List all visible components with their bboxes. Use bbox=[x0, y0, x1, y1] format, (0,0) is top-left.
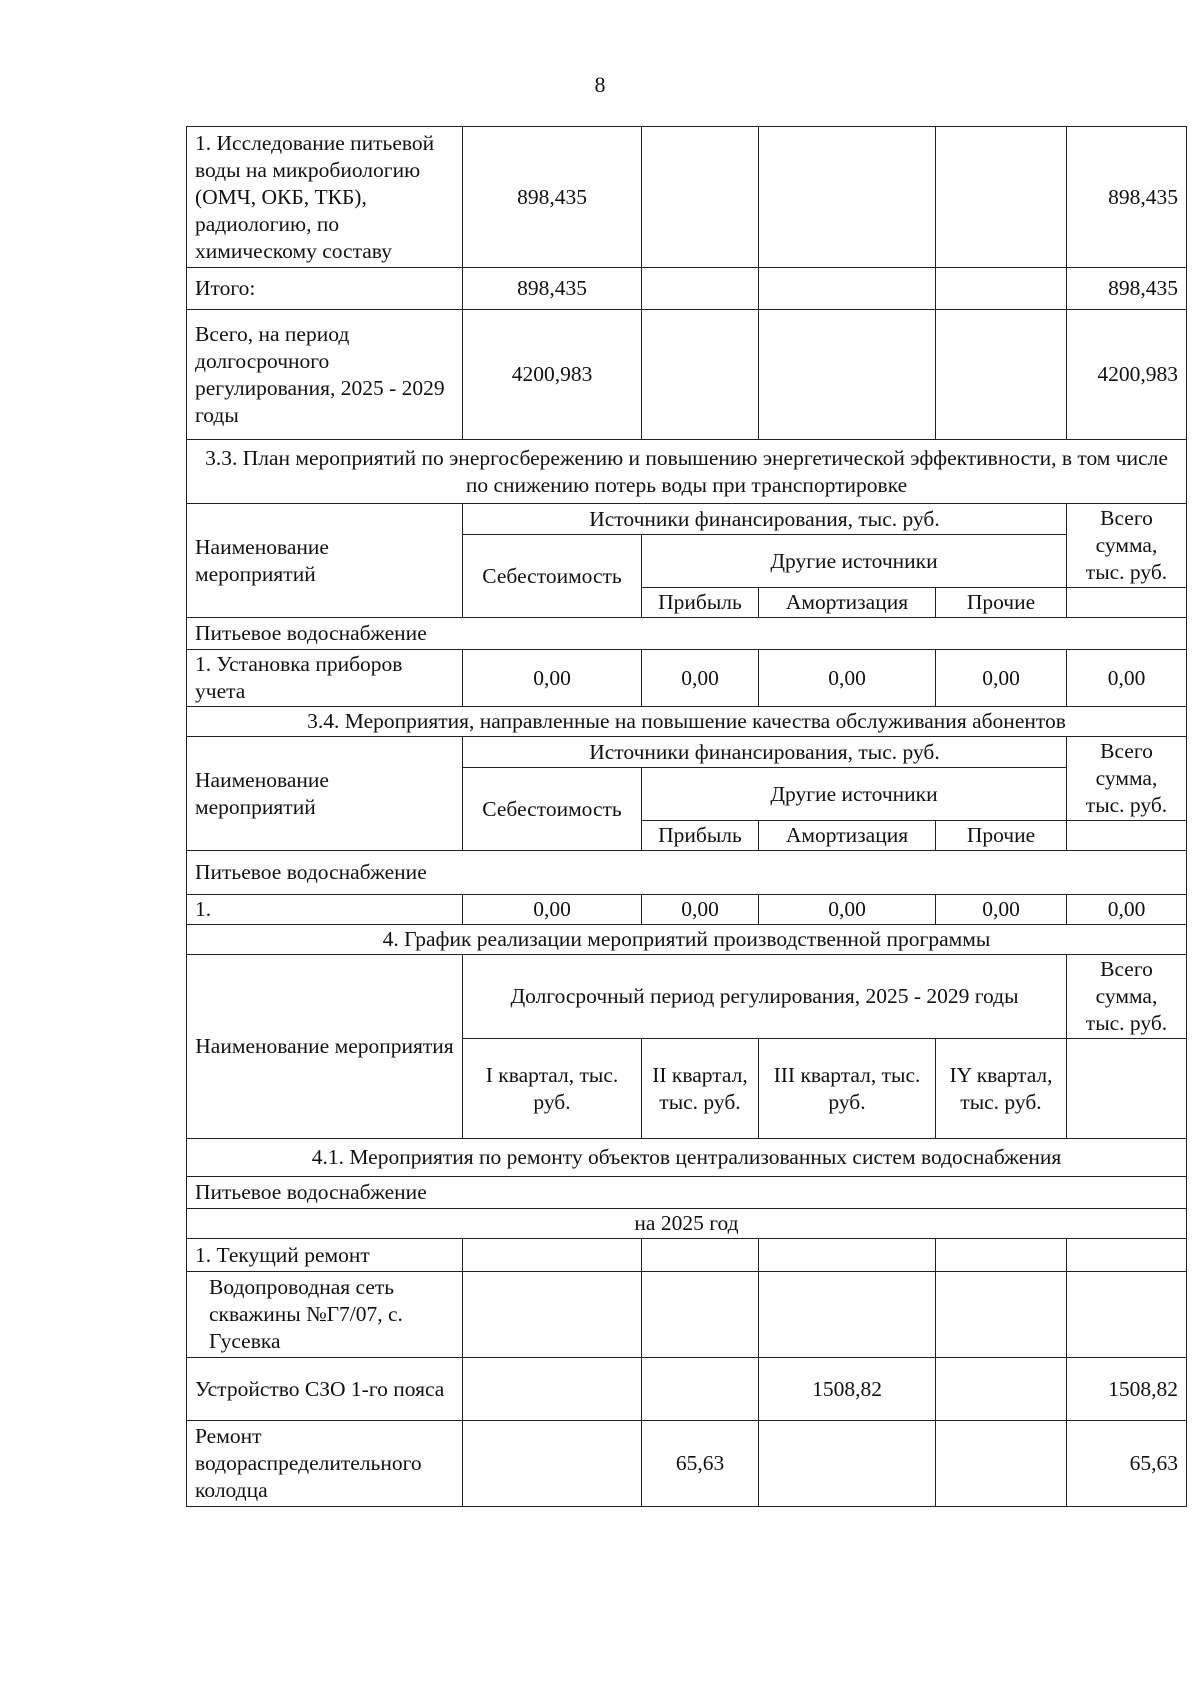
cell-vsego: 65,63 bbox=[1067, 1421, 1187, 1507]
cell-prochie: 0,00 bbox=[936, 895, 1067, 925]
cell-q3 bbox=[759, 1239, 936, 1272]
cell-q2 bbox=[642, 1272, 759, 1358]
row-name: 1. Установка приборов учета bbox=[187, 650, 463, 707]
header-period: Долгосрочный период регулирования, 2025 - 2029 годы bbox=[463, 955, 1067, 1039]
cell-q4 bbox=[936, 1239, 1067, 1272]
category-row bbox=[187, 851, 1187, 895]
cell-q1 bbox=[463, 1239, 642, 1272]
category-row bbox=[187, 1177, 1187, 1209]
year-row bbox=[187, 1209, 1187, 1239]
page-number: 8 bbox=[594, 72, 606, 97]
cell-pribyl bbox=[642, 268, 759, 310]
header-sources: Источники финансирования, тыс. руб. bbox=[463, 737, 1067, 768]
header-name-col: Наименование мероприятий bbox=[187, 504, 463, 618]
row-name: Ремонт водораспределительного колодца bbox=[187, 1421, 463, 1507]
cell-sebestoimost: 4200,983 bbox=[463, 310, 642, 440]
cell-q1 bbox=[463, 1358, 642, 1421]
table-row bbox=[187, 1239, 1187, 1272]
cell-q1 bbox=[463, 1421, 642, 1507]
header-prochie: Прочие bbox=[936, 821, 1067, 851]
header-other-sources: Другие источники bbox=[642, 768, 1067, 821]
category-label: Питьевое водоснабжение bbox=[187, 618, 1187, 650]
cell-pribyl: 0,00 bbox=[642, 650, 759, 707]
cell-pribyl: 0,00 bbox=[642, 895, 759, 925]
cell-amortizaciya: 0,00 bbox=[759, 895, 936, 925]
header-prochie: Прочие bbox=[936, 588, 1067, 618]
cell-q2: 65,63 bbox=[642, 1421, 759, 1507]
header-empty bbox=[1067, 821, 1187, 851]
section-title-row bbox=[187, 707, 1187, 737]
header-amortizaciya: Амортизация bbox=[759, 821, 936, 851]
header-q3: III квартал, тыс. руб. bbox=[759, 1039, 936, 1139]
cell-sebestoimost: 0,00 bbox=[463, 650, 642, 707]
cell-prochie: 0,00 bbox=[936, 650, 1067, 707]
cell-prochie bbox=[936, 310, 1067, 440]
cell-q3 bbox=[759, 1272, 936, 1358]
header-empty bbox=[1067, 588, 1187, 618]
cell-q4 bbox=[936, 1421, 1067, 1507]
row-name: Всего, на период долгосрочного регулирования, 2025 - 2029 годы bbox=[187, 310, 463, 440]
section-title-row bbox=[187, 925, 1187, 955]
table-row bbox=[187, 268, 1187, 310]
row-name: 1. bbox=[187, 895, 463, 925]
header-q2: II квартал, тыс. руб. bbox=[642, 1039, 759, 1139]
table-row bbox=[187, 1358, 1187, 1421]
table-row bbox=[187, 895, 1187, 925]
cell-sebestoimost: 898,435 bbox=[463, 127, 642, 268]
section-3-3-title: 3.3. План мероприятий по энергосбережению и повышению энергетической эффективности, в том числе по снижению потерь воды при транспортировке bbox=[187, 440, 1187, 504]
header-pribyl: Прибыль bbox=[642, 821, 759, 851]
year-label: на 2025 год bbox=[187, 1209, 1187, 1239]
row-name: Итого: bbox=[187, 268, 463, 310]
header-amortizaciya: Амортизация bbox=[759, 588, 936, 618]
cell-vsego: 898,435 bbox=[1067, 127, 1187, 268]
header-total: Всего сумма, тыс. руб. bbox=[1067, 504, 1187, 588]
section-3-4-title: 3.4. Мероприятия, направленные на повышение качества обслуживания абонентов bbox=[187, 707, 1187, 737]
header-name-col: Наименование мероприятий bbox=[187, 737, 463, 851]
header-sebestoimost: Себестоимость bbox=[463, 768, 642, 851]
cell-vsego: 1508,82 bbox=[1067, 1358, 1187, 1421]
header-sources: Источники финансирования, тыс. руб. bbox=[463, 504, 1067, 535]
cell-vsego bbox=[1067, 1239, 1187, 1272]
cell-vsego: 0,00 bbox=[1067, 895, 1187, 925]
table-row bbox=[187, 127, 1187, 268]
header-other-sources: Другие источники bbox=[642, 535, 1067, 588]
table-row bbox=[187, 1421, 1187, 1507]
cell-vsego: 4200,983 bbox=[1067, 310, 1187, 440]
header-row bbox=[187, 737, 1187, 768]
category-label: Питьевое водоснабжение bbox=[187, 1177, 1187, 1209]
header-empty bbox=[1067, 1039, 1187, 1139]
section-title-row bbox=[187, 1139, 1187, 1177]
cell-q2 bbox=[642, 1358, 759, 1421]
table-row bbox=[187, 1272, 1187, 1358]
cell-prochie bbox=[936, 127, 1067, 268]
program-table bbox=[186, 126, 1187, 1507]
cell-amortizaciya bbox=[759, 268, 936, 310]
cell-q3: 1508,82 bbox=[759, 1358, 936, 1421]
cell-amortizaciya bbox=[759, 127, 936, 268]
header-q4: IY квартал, тыс. руб. bbox=[936, 1039, 1067, 1139]
row-name: Устройство СЗО 1-го пояса bbox=[187, 1358, 463, 1421]
cell-q1 bbox=[463, 1272, 642, 1358]
category-row bbox=[187, 618, 1187, 650]
cell-q2 bbox=[642, 1239, 759, 1272]
cell-vsego: 898,435 bbox=[1067, 268, 1187, 310]
cell-vsego bbox=[1067, 1272, 1187, 1358]
cell-vsego: 0,00 bbox=[1067, 650, 1187, 707]
header-sebestoimost: Себестоимость bbox=[463, 535, 642, 618]
cell-prochie bbox=[936, 268, 1067, 310]
header-name-col: Наименование мероприятия bbox=[187, 955, 463, 1139]
cell-q4 bbox=[936, 1358, 1067, 1421]
row-name: 1. Исследование питьевой воды на микробиологию (ОМЧ, ОКБ, ТКБ), радиологию, по химическому составу bbox=[187, 127, 463, 268]
cell-q4 bbox=[936, 1272, 1067, 1358]
table-row bbox=[187, 650, 1187, 707]
header-q1: I квартал, тыс. руб. bbox=[463, 1039, 642, 1139]
header-total: Всего сумма, тыс. руб. bbox=[1067, 737, 1187, 821]
header-pribyl: Прибыль bbox=[642, 588, 759, 618]
cell-pribyl bbox=[642, 127, 759, 268]
table-row bbox=[187, 310, 1187, 440]
cell-sebestoimost: 0,00 bbox=[463, 895, 642, 925]
cell-sebestoimost: 898,435 bbox=[463, 268, 642, 310]
row-name: Водопроводная сеть скважины №Г7/07, с. Гусевка bbox=[187, 1272, 463, 1358]
cell-pribyl bbox=[642, 310, 759, 440]
cell-amortizaciya bbox=[759, 310, 936, 440]
header-total: Всего сумма, тыс. руб. bbox=[1067, 955, 1187, 1039]
section-4-1-title: 4.1. Мероприятия по ремонту объектов централизованных систем водоснабжения bbox=[187, 1139, 1187, 1177]
cell-q3 bbox=[759, 1421, 936, 1507]
section-title-row bbox=[187, 440, 1187, 504]
section-4-title: 4. График реализации мероприятий производственной программы bbox=[187, 925, 1187, 955]
header-row bbox=[187, 504, 1187, 535]
cell-amortizaciya: 0,00 bbox=[759, 650, 936, 707]
header-row bbox=[187, 955, 1187, 1039]
category-label: Питьевое водоснабжение bbox=[187, 851, 1187, 895]
row-name: 1. Текущий ремонт bbox=[187, 1239, 463, 1272]
